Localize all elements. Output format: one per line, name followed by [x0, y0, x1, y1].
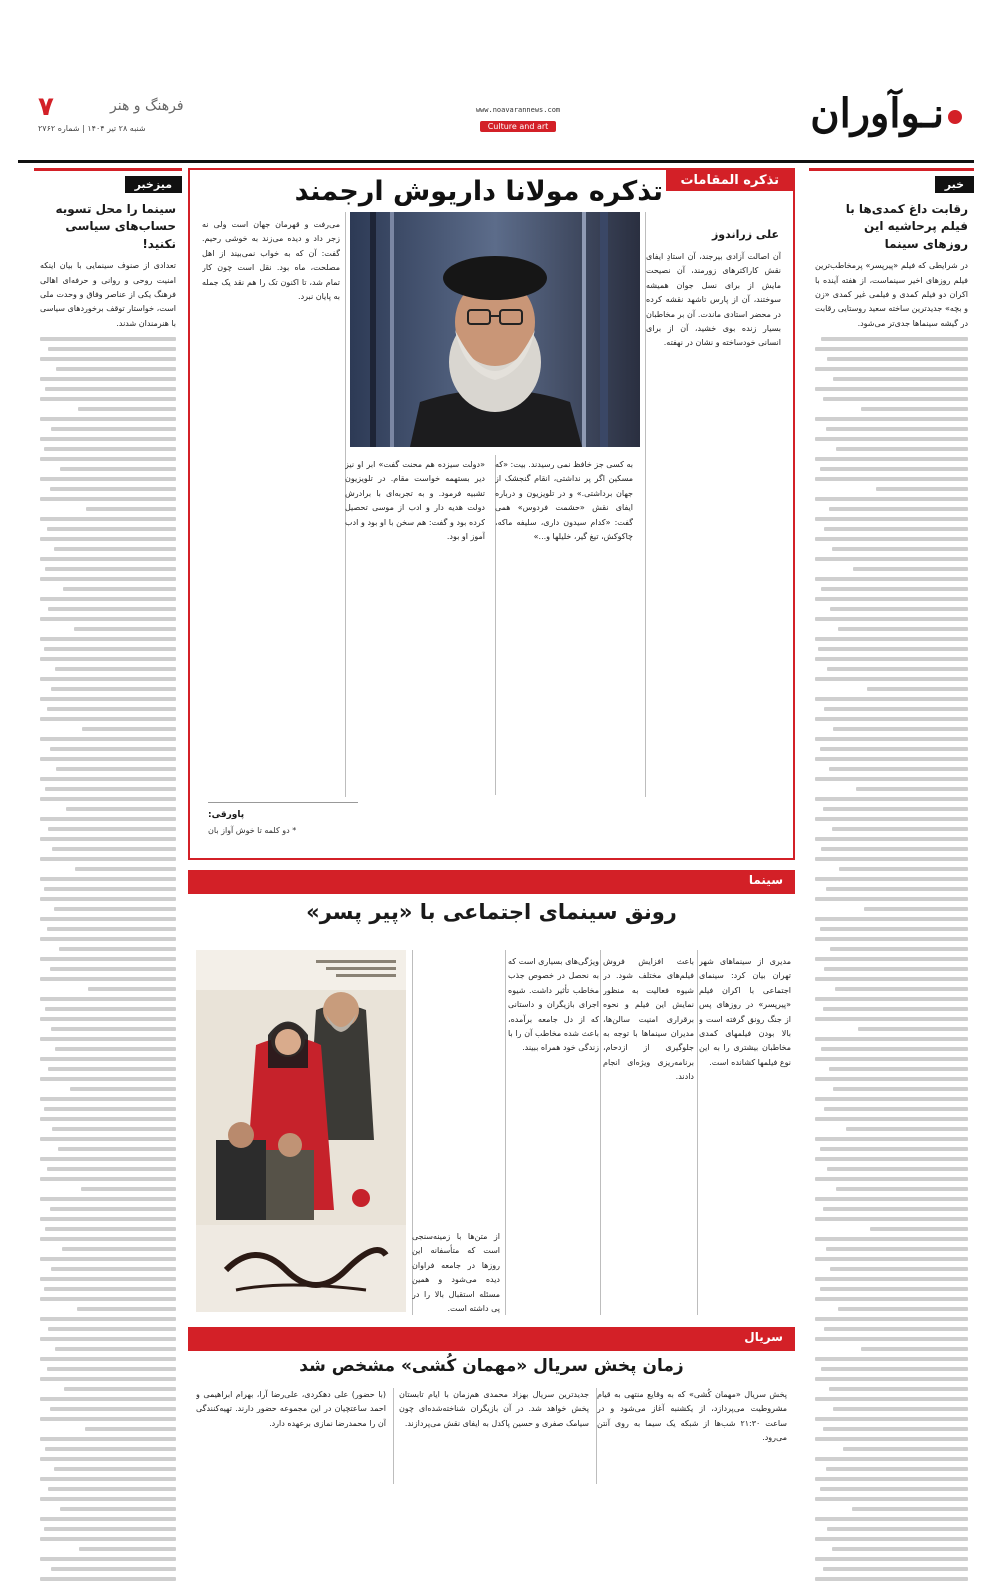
left-column-kicker: میزخبر [125, 176, 182, 193]
footnote-divider [208, 802, 358, 803]
cinema-column-1: مدیری از سینماهای شهر تهران بیان کرد: سینمای اجتماعی با اکران فیلم «پیرپسر» در روزهای پس از جنگ رونق گرفته است و بالا بودن فیلمهای کمدی مخاطبان بیشتری را به این نوع فیلمها کشانده است. [699, 957, 791, 1067]
logo-dot-icon [948, 110, 962, 124]
cinema-section-band [188, 870, 795, 894]
right-column-kicker: خبر [935, 176, 974, 193]
actor-portrait-photo [350, 212, 640, 447]
serial-section-band [188, 1327, 795, 1351]
article-kicker: تذکره المقامات [666, 170, 793, 191]
serial-column-2: جدیدترین سریال بهزاد محمدی هم‌زمان با ایام تابستان پخش خواهد شد. در آن بازیگران شناخته‌شده‌ای چون سیامک صفری و حسین پاکدل به ایفای نقش می‌پردازند. [399, 1390, 589, 1428]
masthead [18, 90, 974, 160]
cinema-column-2: باعث افزایش فروش فیلم‌های مختلف شود. در شیوه فعالیت به منظور نمایش این فیلم و نحوه برقراری امنیت سالن‌ها، مدیران سینماها با توجه به جلوگیری از ازدحام، برنامه‌ریزی ویژه‌ای انجام دادند. [603, 957, 694, 1082]
right-column-headline[interactable]: رقابت داغ کمدی‌ها با فیلم پرحاشیه این روزهای سینما [845, 202, 968, 251]
portrait-illustration [350, 212, 640, 447]
issue-date-line: شنبه ۲۸ تیر ۱۴۰۴ | شماره ۲۷۶۲ [38, 124, 146, 133]
article-column-4: می‌رفت و قهرمان جهان است ولی نه زجر داد و دیده می‌زند به خوشی رحیم. گفت: آن که به خواب نمی‌بیند از اهل مصلحت، ماه بود. نقل است چون کار تمام شد، تا اکنون تک را هم نقد یک جمله به پایان نبرد. [202, 220, 340, 301]
film-poster-image [196, 950, 406, 1312]
right-news-column [809, 168, 974, 1483]
section-english-label: Culture and art [480, 121, 557, 132]
article-headline[interactable]: تذکره مولانا داریوش ارجمند [294, 176, 663, 207]
right-column-body-text [815, 337, 968, 1587]
poster-illustration [196, 950, 406, 1312]
article-column-2: به کسی جز خافظ نمی رسیدند. بیت: «که مسکین اگر پر نداشتی، انقام گنجشک از جهان برداشتی.» و در تلویزیون و درباره ایفای نقش «حشمت فردوس» همی گفت: «کدام سیدون داری، سلیفه ماکه، چاکوکش، تیغ گیر، خلیلها و...» [495, 460, 633, 541]
serial-column-1: پخش سریال «مهمان کُشی» که به وقایع منتهی به قیام مشروطیت می‌پردازد، از یکشنبه آغاز می‌شود و در ساعت ۲۱:۳۰ شب‌ها از شبکه یک سیما به روی آنتن می‌رود. [597, 1390, 787, 1443]
column-separator [600, 950, 601, 1315]
cinema-headline[interactable]: رونق سینمای اجتماعی با «پیر پسر» [306, 900, 677, 924]
right-column-lead: در شرایطی که فیلم «پیرپسر» پرمخاطب‌ترین فیلم روزهای اخیر سینماست، از هفته آینده با اکران دو فیلم کمدی و فیلمی غیر کمدی «زن و بچه» جدیدترین ساخته سعید روستایی رقابت در گیشه سینماها جدی‌تر می‌شود. [815, 261, 968, 328]
cinema-column-4: از متن‌ها با زمینه‌سنجی است که متأسفانه این روزها در جامعه فراوان دیده می‌شود و همین مسئله استقبال بالا را در پی داشته است. [412, 1232, 500, 1313]
serial-section-label: سریال [744, 1330, 783, 1344]
site-info [458, 106, 578, 133]
site-url[interactable]: www.noavarannews.com [475, 106, 561, 114]
newspaper-logo[interactable]: نـوآوران [810, 90, 962, 137]
footnote-label: پاورقی: [208, 810, 245, 820]
left-column-lead: تعدادی از صنوف سینمایی با بیان اینکه امنیت روحی و روانی و حرفه‌ای اهالی فرهنگ یکی از عناصر وفاق و وحدت ملی است، خواستار توقف برخوردهای سیاسی با هنرمندان شدند. [40, 261, 176, 328]
article-column-3: «دولت سیزده هم محنت گفت» ابر او نیز دیر بستهمه خواست مقام. در تلویزیون تشبیه فرمود. و به تجربه‌ای با برادرش دولت هدیه دار و ادب از موسی تحصیل کرده بود و گفت: هم سخن با او بود و ادب آموز او بود. [345, 460, 485, 541]
section-title: فرهنگ و هنر [110, 98, 184, 114]
serial-column-3: (با حضور) علی دهکردی، علی‌رضا آرا، بهرام ابراهیمی و احمد ساعتچیان در این مجموعه حضور دارند. تهیه‌کنندگی آن را محمدرضا نمازی برعهده دارد. [196, 1390, 386, 1428]
left-column-headline[interactable]: سینما را محل تسویه حساب‌های سیاسی نکنید! [55, 202, 176, 251]
left-column-body-text [40, 337, 176, 1587]
serial-headline[interactable]: زمان پخش سریال «مهمان کُشی» مشخص شد [299, 1356, 684, 1376]
column-separator [505, 950, 506, 1315]
page-number: ۷ [38, 92, 54, 122]
cinema-section-label: سینما [748, 873, 783, 887]
footnote-text: * دو کلمه تا خوش آواز بان [208, 826, 297, 835]
left-news-column [34, 168, 182, 1483]
masthead-divider [18, 160, 974, 163]
column-separator [697, 950, 698, 1315]
article-author: علی زراندوز [711, 228, 779, 241]
cinema-column-3: ویژگی‌های بسیاری است که به نحصل در خصوص جذب مخاطب تأثیر داشت. شیوه اجرای بازیگران و داستانی که از دل جامعه برآمده، باعث شده مخاطب آن را با زندگی خود همراه ببیند. [508, 957, 599, 1053]
article-column-1: آن اصالت آزادی بیرجند، آن استادِ ایفای نقش کاراکترهای زورمند، آن نصیحت مایش از برای نسل جوان همیشه سوختند، آن از پارس تاشهد نقشه کرده در محضر استادی ماندت. آن بر مخاطبان بسیار زنده بوی خشید، آن از برای انسانی خودساخته و نشان در نهفته. [646, 252, 781, 348]
tazkereh-article [188, 168, 795, 860]
column-separator [393, 1388, 394, 1484]
